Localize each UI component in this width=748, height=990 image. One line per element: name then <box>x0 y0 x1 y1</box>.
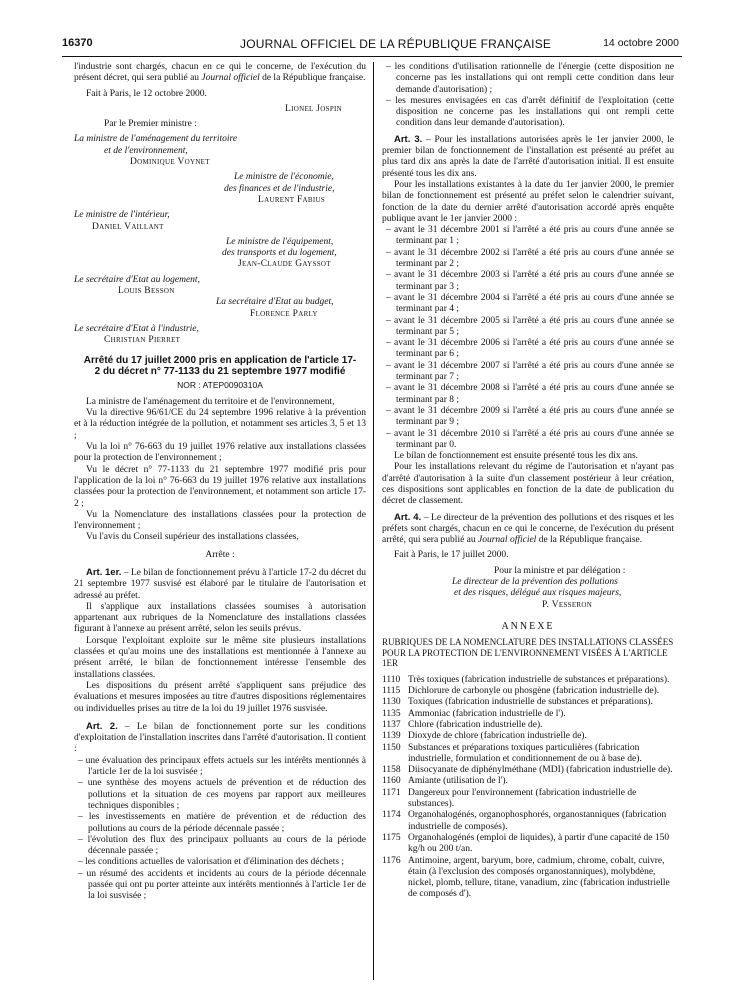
signature-name: Laurent Fabius <box>258 194 326 205</box>
article-1: Art. 1er. – Le bilan de fonctionnement prévu à l'article 17-2 du décret du 21 septembre 1977 susvisé est élaboré par le titulaire de l'autorisation et adressé au préfet. <box>74 566 366 601</box>
rubrique-code: 1110 <box>382 674 401 685</box>
article-2-list <box>74 756 366 903</box>
preamble-line: La ministre de l'aménagement du territoire et de l'environnement, <box>86 396 335 407</box>
rubrique-desc: Organohalogénés (emploi de liquides), à partir d'une capacité de 150 kg/h ou 200 t/an. <box>408 832 670 855</box>
signature-block <box>74 134 366 168</box>
list-item <box>382 788 674 811</box>
rubrique-desc: Ammoniac (fabrication industrielle de l'). <box>408 708 566 719</box>
list-item: – les investissements en matière de prévention et de réduction des pollutions au cours de la période décennale passée ; <box>74 812 366 835</box>
rubrique-desc: Antimoine, argent, baryum, bore, cadmium, chrome, cobalt, cuivre, étain (à l'exclusion des composés organostanniques), molybdène, nickel, plomb, tellure, titane, vanadium, zinc (fabrication industrielle de composés d'). <box>408 855 670 900</box>
list-item: – avant le 31 décembre 2008 si l'arrêté a été pris au cours d'une année se terminant par 8 ; <box>382 383 674 406</box>
delegation: Pour la ministre et par délégation : <box>494 565 626 576</box>
signature-role: et de l'environnement, <box>104 145 188 156</box>
list-item <box>382 743 674 766</box>
signature-name: Christian Pierret <box>104 335 181 346</box>
signature-block <box>74 275 366 298</box>
list-item: – l'évolution des flux des principaux polluants au cours de la période décennale passée ; <box>74 835 366 858</box>
signature-block <box>74 172 366 206</box>
signature-role: Le ministre de l'intérieur, <box>74 210 170 221</box>
rubrique-code: 1176 <box>382 855 401 866</box>
list-item: – avant le 31 décembre 2007 si l'arrêté a été pris au cours d'une année se terminant par 7 ; <box>382 361 674 384</box>
list-item <box>382 686 674 697</box>
preamble-line: Vu la directive 96/61/CE du 24 septembre 1996 relative à la prévention et à la réduction intégrée de la pollution, et notamment ses articles 3, 5 et 13 ; <box>74 408 366 441</box>
article-1-paragraph: Lorsque l'exploitant exploite sur le même site plusieurs installations classées et qu'au moins une des installations est mentionnée à l'annexe au présent arrêté, le bilan de fonctionnement intéresse l'ensemble des installations classées. <box>74 635 366 680</box>
preamble-line: Vu le décret n° 77-1133 du 21 septembre 1977 modifié pris pour l'application de la loi n° 76-663 du 19 juillet 1976 relative aux installations classées pour la protection de l'environnement, et notamment son article 17-2 ; <box>74 464 366 509</box>
done-at-paris: Fait à Paris, le 12 octobre 2000. <box>86 88 207 99</box>
list-item: – avant le 31 décembre 2010 si l'arrêté a été pris au cours d'une année se terminant par 0. <box>382 429 674 452</box>
page-number: 16370 <box>62 37 93 49</box>
list-item: – une synthèse des moyens actuels de prévention et de réduction des pollutions et la situation de ces moyens par rapport aux meilleures techniques disponibles ; <box>74 778 366 812</box>
list-item <box>382 856 674 901</box>
rubrique-desc: Chlore (fabrication industrielle de). <box>408 719 543 730</box>
list-item: – avant le 31 décembre 2004 si l'arrêté a été pris au cours d'une année se terminant par 4 ; <box>382 293 674 316</box>
right-column <box>382 62 674 901</box>
list-item: – avant le 31 décembre 2001 si l'arrêté a été pris au cours d'une année se terminant par 1 ; <box>382 225 674 248</box>
rubrique-code: 1150 <box>382 742 401 753</box>
list-item: – une évaluation des principaux effets actuels sur les intérêts mentionnés à l'article 1er de la loi susvisée ; <box>74 756 366 779</box>
journal-title: JOURNAL OFFICIEL DE LA RÉPUBLIQUE FRANÇAISE <box>240 37 552 51</box>
rubriques-list <box>382 675 674 901</box>
left-column <box>74 62 366 903</box>
list-item <box>382 776 674 787</box>
list-item: – les conditions d'utilisation rationnelle de l'énergie (cette disposition ne concerne pas les installations qui ont rempli cette condition dans leur demande d'autorisation) ; <box>382 62 674 96</box>
rubrique-code: 1171 <box>382 787 401 798</box>
signature-role: des transports et du logement, <box>222 248 337 259</box>
article-4: Art. 4. – Le directeur de la prévention des pollutions et des risques et les préfets sont chargés, chacun en ce qui le concerne, de l'exécution du présent arrêté, qui sera publié au Journal officiel de la République française. <box>382 511 674 546</box>
rubrique-code: 1139 <box>382 731 401 742</box>
director-role: Le directeur de la prévention des pollutions <box>452 577 618 588</box>
issue-date: 14 octobre 2000 <box>603 37 679 49</box>
rubrique-desc: Organohalogénés, organophosphorés, organostanniques (fabrication industrielle de composés). <box>408 810 667 832</box>
signature-block <box>74 237 366 271</box>
rubrique-code: 1174 <box>382 810 401 821</box>
rubrique-desc: Toxiques (fabrication industrielle de substances et préparations). <box>408 697 653 708</box>
rubrique-code: 1130 <box>382 697 401 708</box>
page-header <box>0 0 748 60</box>
signature-role: La secrétaire d'Etat au budget, <box>216 297 334 308</box>
article-3: Art. 3. – Pour les installations autorisées après le 1er janvier 2000, le premier bilan de fonctionnement de l'installation est présenté au préfet au plus tard dix ans après la date de l'arrêté d'autorisation initial. Il est ensuite présenté tous les dix ans. <box>382 133 674 179</box>
list-item: – les conditions actuelles de valorisation et d'élimination des déchets ; <box>74 857 366 868</box>
article-3-paragraph: Le bilan de fonctionnement est ensuite présenté tous les dix ans. <box>394 451 639 462</box>
list-item: – avant le 31 décembre 2006 si l'arrêté a été pris au cours d'une année se terminant par 6 ; <box>382 338 674 361</box>
signature-role: La ministre de l'aménagement du territoire <box>74 134 238 145</box>
signature-block <box>74 324 366 347</box>
article-3-paragraph: Pour les installations relevant du régime de l'autorisation et n'ayant pas d'arrêté d'autorisation à la suite d'un classement postérieur à leur création, ces dispositions sont applicables en fonction de la date de publication du décret de classement. <box>382 462 674 507</box>
preamble-line: Vu l'avis du Conseil supérieur des installations classées, <box>86 532 299 543</box>
arrete-heading: Arrête : <box>205 549 235 560</box>
decree-closing-paragraph: l'industrie sont chargés, chacun en ce qui le concerne, de l'exécution du présent décret, qui sera publié au Journal officiel de la République française. <box>74 62 366 84</box>
list-item: – avant le 31 décembre 2002 si l'arrêté a été pris au cours d'une année se terminant par 2 ; <box>382 248 674 271</box>
rubrique-desc: Diisocyanate de diphénylméthane (MDI) (fabrication industrielle de). <box>408 765 673 776</box>
article-1-paragraph: Il s'applique aux installations classées soumises à autorisation appartenant aux rubriques de la Nomenclature des installations classées figurant à l'annexe au présent arrêté, selon les seuils prévus. <box>74 601 366 635</box>
list-item: – un résumé des accidents et incidents au cours de la période décennale passée qui ont pu porter atteinte aux intérêts mentionnés à l'article 1er de la loi susvisée ; <box>74 869 366 903</box>
list-item <box>382 720 674 731</box>
header-rule <box>62 56 682 57</box>
list-item <box>382 697 674 708</box>
article-2-list-continued <box>382 62 674 130</box>
signature-role: Le secrétaire d'Etat à l'industrie, <box>74 323 199 334</box>
article-3-paragraph: Pour les installations existantes à la date du 1er janvier 2000, le premier bilan de fonctionnement est présenté au préfet selon le calendrier suivant, fonction de la date du dernier arrêté d'autorisation accordé après enquête publique avant le 1er janvier 2000 : <box>382 179 674 224</box>
signature-role: Le secrétaire d'Etat au logement, <box>74 274 200 285</box>
rubrique-code: 1137 <box>382 719 401 730</box>
list-item <box>382 731 674 742</box>
nor-reference: NOR : ATEP0090310A <box>177 379 263 390</box>
signature-name: Daniel Vaillant <box>92 221 164 232</box>
list-item <box>382 833 674 856</box>
rubrique-desc: Substances et préparations toxiques particulières (fabrication industrielle, formulation et conditionnement de ou à base de). <box>408 742 642 764</box>
director-role: et des risques, délégué aux risques majeurs, <box>454 588 622 599</box>
list-item: – les mesures envisagées en cas d'arrêt définitif de l'exploitation (cette disposition ne concerne pas les installations qui ont rempli cette condition dans leur demande d'autorisation). <box>382 96 674 130</box>
rubrique-code: 1115 <box>382 686 401 697</box>
list-item <box>382 675 674 686</box>
column-divider <box>373 62 374 980</box>
rubrique-code: 1175 <box>382 832 401 843</box>
signature-role: Le ministre de l'économie, <box>234 172 334 183</box>
signature-role: Le ministre de l'équipement, <box>226 236 334 247</box>
list-item <box>382 810 674 833</box>
rubrique-desc: Très toxiques (fabrication industrielle de substances et préparations). <box>408 674 670 685</box>
director-name: P. Vesseron <box>542 599 593 610</box>
schedule-list <box>382 225 674 451</box>
rubrique-code: 1160 <box>382 776 401 787</box>
arrete-title: Arrêté du 17 juillet 2000 pris en application de l'article 17-2 du décret n° 77-1133 du 21 septembre 1977 modifié <box>83 354 357 377</box>
rubrique-desc: Dangereux pour l'environnement (fabrication industrielle de substances). <box>408 787 637 810</box>
rubrique-code: 1135 <box>382 708 401 719</box>
signature-name: Louis Besson <box>118 286 175 297</box>
signatory-pm: Lionel Jospin <box>285 103 342 114</box>
done-at-paris: Fait à Paris, le 17 juillet 2000. <box>394 550 509 561</box>
rubrique-desc: Amiante (utilisation de l'). <box>408 776 508 787</box>
signature-block <box>74 297 366 320</box>
signature-name: Jean-Claude Gayssot <box>238 259 331 270</box>
by-prime-minister: Par le Premier ministre : <box>104 119 197 130</box>
annexe-heading: ANNEXE <box>501 620 555 632</box>
list-item <box>382 709 674 720</box>
article-2: Art. 2. – Le bilan de fonctionnement porte sur les conditions d'exploitation de l'installation inscrites dans l'arrêté d'autorisation. Il contient : <box>74 720 366 755</box>
preamble <box>74 397 366 544</box>
list-item <box>382 765 674 776</box>
signature-role: des finances et de l'industrie, <box>224 183 335 194</box>
signature-block <box>74 210 366 233</box>
annexe-title: RUBRIQUES DE LA NOMENCLATURE DES INSTALLATIONS CLASSÉES POUR LA PROTECTION DE L'ENVIRONNEMENT VISÉES À L'ARTICLE 1ER <box>382 637 674 669</box>
rubrique-desc: Dioxyde de chlore (fabrication industrielle de). <box>408 731 587 742</box>
signature-name: Dominique Voynet <box>130 157 210 168</box>
preamble-line: Vu la Nomenclature des installations classées pour la protection de l'environnement ; <box>74 509 366 532</box>
list-item: – avant le 31 décembre 2003 si l'arrêté a été pris au cours d'une année se terminant par 3 ; <box>382 270 674 293</box>
list-item: – avant le 31 décembre 2009 si l'arrêté a été pris au cours d'une année se terminant par 9 ; <box>382 406 674 429</box>
rubrique-desc: Dichlorure de carbonyle ou phosgène (fabrication industrielle de). <box>408 686 660 697</box>
list-item: – avant le 31 décembre 2005 si l'arrêté a été pris au cours d'une année se terminant par 5 ; <box>382 316 674 339</box>
rubrique-code: 1158 <box>382 765 401 776</box>
article-1-paragraph: Les dispositions du présent arrêté s'appliquent sans préjudice des évaluations et mesures imposées au titre d'autres dispositions réglementaires ou individuelles prises au titre de la loi du 19 juillet 1976 susvisée. <box>74 680 366 714</box>
preamble-line: Vu la loi n° 76-663 du 19 juillet 1976 relative aux installations classées pour la protection de l'environnement ; <box>74 442 366 464</box>
signature-name: Florence Parly <box>250 308 318 319</box>
